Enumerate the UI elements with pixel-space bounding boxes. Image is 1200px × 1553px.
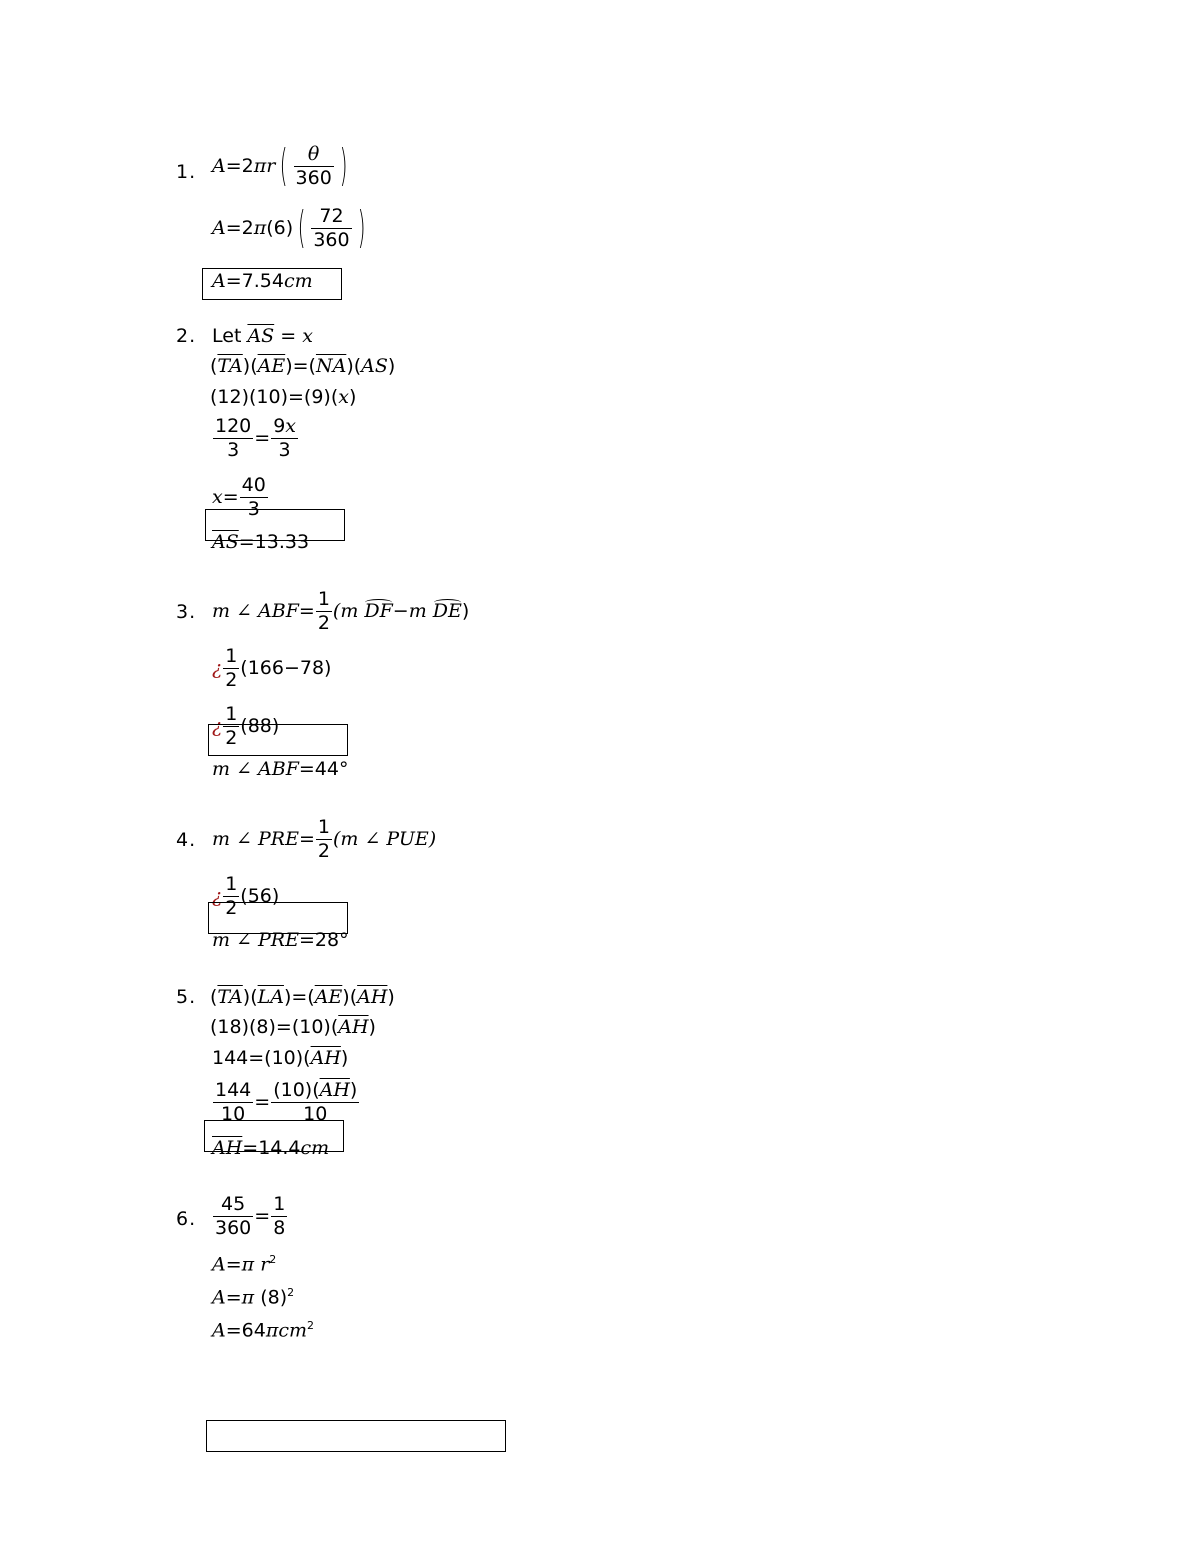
segment-ah: $\overline{AH}$ [212, 1137, 243, 1159]
fraction-denominator: 8 [273, 1216, 286, 1239]
fraction-denominator: 360 [313, 228, 350, 251]
equals: = [254, 1090, 271, 1113]
unit: cm [300, 1137, 330, 1159]
fraction-denominator: 2 [225, 896, 238, 919]
segment-ah: $\overline{AH}$ [357, 986, 388, 1008]
answer-value: =14.4 [242, 1137, 301, 1159]
var-a: A [212, 1286, 226, 1309]
segment-as-plain: AS [361, 355, 388, 377]
segment-as: $\overline{AS}$ [247, 325, 275, 347]
answer-box-3 [208, 724, 348, 756]
fraction-half [316, 816, 332, 863]
exponent: 2 [307, 1319, 315, 1332]
equals-two: =2 [225, 154, 254, 177]
fraction-9x-3 [271, 415, 298, 462]
left-paren: ( [280, 140, 288, 192]
fraction-half [223, 645, 239, 692]
minus-m: −m [392, 599, 433, 622]
segment-ae: $\overline{AE}$ [257, 355, 286, 377]
pi-symbol: π [265, 1319, 279, 1342]
fraction-45-360 [213, 1193, 253, 1240]
pi-symbol: π [253, 154, 267, 177]
segment-ah: $\overline{AH}$ [319, 1079, 350, 1101]
left-paren: ( [297, 202, 306, 254]
problem-5-line-4 [212, 1079, 360, 1126]
fraction-numerator: θ [294, 143, 334, 167]
equals: = [222, 485, 239, 508]
unit: cm [283, 270, 313, 292]
answer-value: =44° [298, 758, 349, 780]
problem-5-line-3 [212, 1049, 348, 1068]
equals-two: =2 [225, 216, 254, 239]
fraction-numerator: 1 [225, 645, 238, 667]
fraction-72-360 [311, 205, 351, 252]
exponent: 2 [287, 1286, 295, 1299]
segment-ae: $\overline{AE}$ [314, 986, 343, 1008]
problem-5-number: 5. [176, 986, 197, 1008]
pi-symbol: π [253, 216, 267, 239]
inverted-question-glyph: ¿ [212, 714, 223, 737]
segment-ah: $\overline{AH}$ [338, 1016, 369, 1038]
problem-2-line-1 [212, 327, 313, 346]
problem-6-line-4 [212, 1320, 314, 1340]
segment-la: $\overline{LA}$ [257, 986, 284, 1008]
angle-pre: m ∠ PRE [212, 929, 299, 951]
segment-na: $\overline{NA}$ [315, 355, 347, 377]
angle-pre: m ∠ PRE [212, 827, 299, 850]
right-paren: ) [357, 202, 366, 254]
product-text: (12)(10)=(9)( [210, 386, 339, 408]
fraction-theta-360 [294, 143, 334, 190]
answer-value: =28° [298, 929, 349, 951]
fraction-numerator: 1 [273, 1193, 286, 1215]
answer-box-4 [208, 902, 348, 934]
fraction-denominator: 360 [215, 1216, 252, 1239]
close-paren: ) [340, 1047, 349, 1069]
fraction-numerator: 1 [225, 873, 238, 895]
equals: = [254, 1204, 271, 1227]
problem-4-line-1 [212, 816, 436, 863]
segment-as: $\overline{AS}$ [212, 531, 239, 553]
expression: (88) [240, 714, 280, 737]
equals: = [280, 325, 297, 347]
arc-de: DE [432, 599, 462, 622]
fraction-numerator: 72 [311, 205, 351, 229]
unit: cm [278, 1319, 308, 1342]
open-text: (m [332, 599, 365, 622]
let-word: Let [212, 325, 242, 347]
equals: = [225, 1253, 242, 1276]
equals: = [225, 1286, 242, 1309]
coefficient: 9 [273, 415, 286, 437]
fraction-numerator: 1 [225, 703, 238, 725]
problem-6-line-1 [212, 1193, 288, 1240]
problem-1-number: 1. [176, 161, 197, 183]
var-a: A [212, 1253, 226, 1276]
answer-box-1 [202, 268, 342, 300]
right-paren: ) [339, 140, 348, 192]
fraction-144-10 [213, 1079, 253, 1126]
fraction-numerator: 40 [241, 474, 266, 496]
var-a: A [212, 1319, 226, 1342]
fraction-numerator [271, 1079, 359, 1103]
close-paren: ) [368, 1016, 376, 1038]
pi-symbol: π [241, 1253, 255, 1276]
problem-4-number: 4. [176, 829, 197, 851]
fraction-numerator: 1 [317, 816, 330, 838]
equals-value: =64 [225, 1319, 266, 1342]
equals: = [254, 426, 271, 449]
fraction-denominator: 2 [225, 668, 238, 691]
fraction-denominator: 10 [221, 1102, 246, 1125]
product-text: (18)(8)=(10)( [210, 1016, 339, 1038]
value: (8) [260, 1286, 288, 1309]
fraction-denominator: 3 [227, 438, 240, 461]
problem-5-line-1: $(\overline{TA})(\overline{LA})=(\overline{AE})(\overline{AH})$ [210, 986, 395, 1008]
answer-box-6 [206, 1420, 506, 1452]
var-x: x [285, 415, 296, 437]
problem-5-line-2 [210, 1018, 376, 1037]
var-x: x [302, 325, 313, 347]
pi-symbol: π [241, 1286, 255, 1309]
var-a: A [212, 154, 226, 177]
problem-6-number: 6. [176, 1208, 197, 1230]
numerator-close: ) [349, 1079, 358, 1101]
problem-2-line-3 [210, 388, 356, 407]
fraction-numerator: 45 [213, 1193, 253, 1217]
exponent: 2 [269, 1253, 277, 1266]
answer-value: =7.54 [225, 270, 284, 292]
problem-1-line-2 [212, 202, 370, 254]
six-paren: (6) [266, 216, 294, 239]
segment-ah: $\overline{AH}$ [310, 1047, 341, 1069]
answer-value: =13.33 [238, 531, 310, 553]
expression: (m ∠ PUE) [333, 827, 437, 850]
fraction-denominator: 10 [303, 1102, 328, 1125]
close-paren: ) [461, 599, 470, 622]
problem-6-line-2 [212, 1254, 276, 1274]
angle-abf: m ∠ ABF [212, 758, 299, 780]
problem-2-line-4 [212, 415, 299, 462]
angle-abf: m ∠ ABF [212, 599, 299, 622]
answer-box-5 [204, 1120, 344, 1152]
fraction-120-3 [213, 415, 253, 462]
problem-3-line-2 [212, 645, 331, 692]
fraction-numerator: 1 [317, 588, 330, 610]
equals: = [298, 827, 315, 850]
fraction-denominator: 3 [278, 438, 291, 461]
problem-6-line-3 [212, 1287, 294, 1307]
segment-ta: $\overline{TA}$ [217, 355, 243, 377]
fraction-denominator: 3 [247, 497, 260, 520]
var-x: x [338, 386, 349, 408]
expression: (166−78) [240, 656, 332, 679]
fraction-10ah-10 [271, 1079, 359, 1126]
problem-3-number: 3. [176, 601, 197, 623]
fraction-half [316, 588, 332, 635]
problem-2-number: 2. [176, 325, 197, 347]
problem-1-line-1 [212, 140, 352, 192]
close-paren: ) [348, 386, 357, 408]
var-r: r [260, 1253, 270, 1276]
fraction-numerator [271, 415, 298, 439]
var-a: A [212, 216, 226, 239]
fraction-1-8 [271, 1193, 287, 1240]
inverted-question-glyph: ¿ [212, 656, 223, 679]
problem-3-answer [212, 760, 349, 779]
arc-df: DF [364, 599, 393, 622]
var-r: r [266, 154, 276, 177]
answer-box-2 [205, 509, 345, 541]
product-text: 144=(10)( [212, 1047, 311, 1069]
expression: (56) [240, 884, 280, 907]
var-x: x [212, 485, 223, 508]
fraction-numerator: 120 [215, 415, 252, 437]
fraction-denominator: 2 [225, 726, 238, 749]
problem-3-line-1 [212, 588, 469, 635]
equals: = [298, 599, 315, 622]
fraction-numerator: 144 [215, 1079, 252, 1101]
fraction-denominator: 360 [295, 166, 332, 189]
fraction-denominator: 2 [317, 611, 330, 634]
var-a: A [212, 270, 226, 292]
fraction-denominator: 2 [317, 839, 330, 862]
problem-2-line-2: $(\overline{TA})(\overline{AE})=(\overline{NA})(AS)$ [210, 355, 396, 377]
inverted-question-glyph: ¿ [212, 884, 223, 907]
numerator-pre: (10)( [273, 1079, 320, 1101]
segment-ta: $\overline{TA}$ [217, 986, 243, 1008]
